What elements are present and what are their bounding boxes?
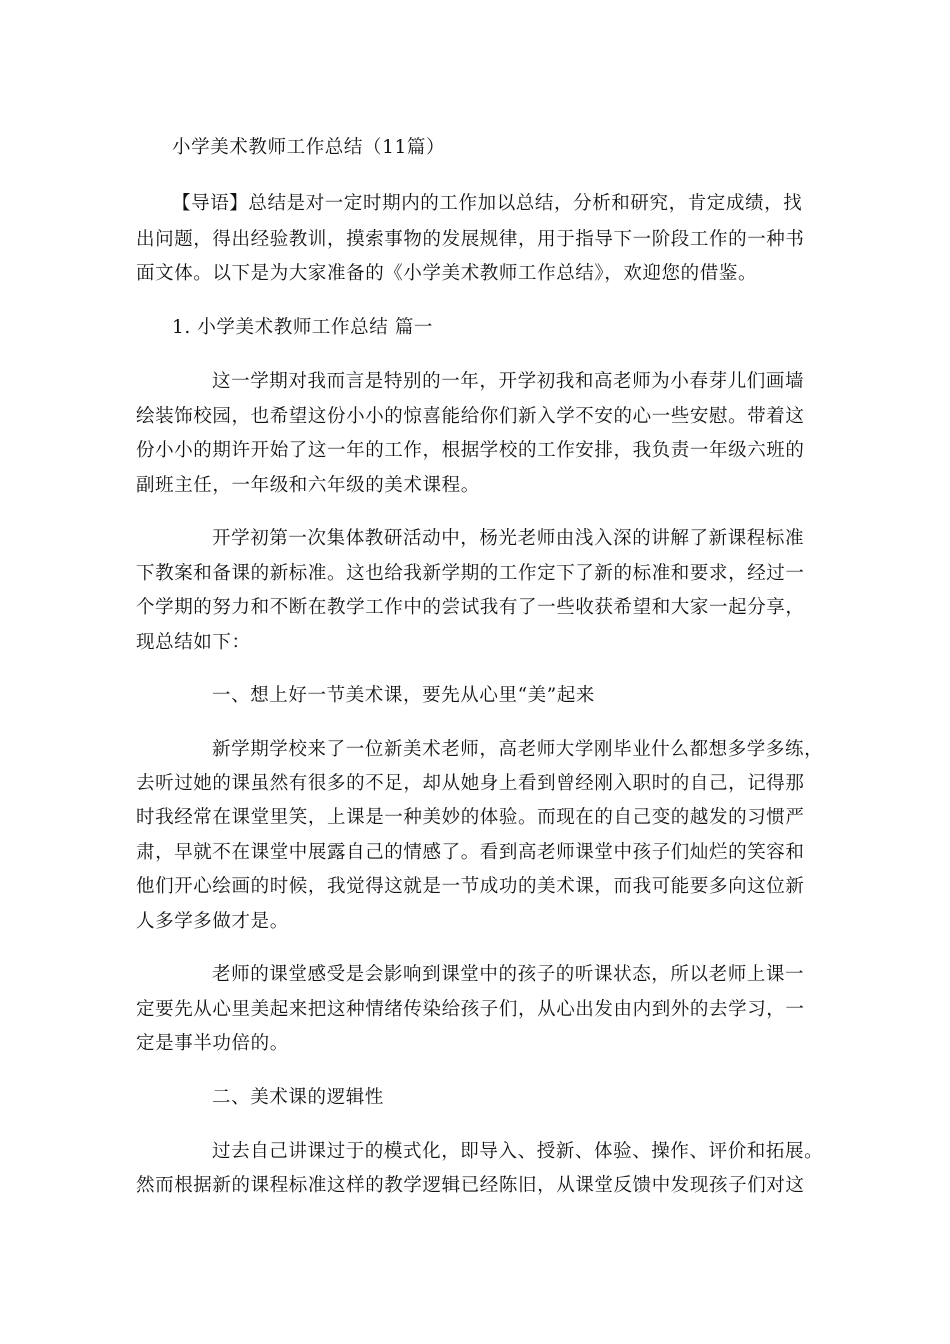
paragraph-line: 新学期学校来了一位新美术老师，高老师大学刚毕业什么都想多学多练， (212, 739, 824, 760)
paragraph-line: 这一学期对我而言是特别的一年，开学初我和高老师为小春芽儿们画墙 (212, 371, 805, 392)
paragraph-line: 现总结如下： (136, 632, 251, 653)
intro-line: 面文体。以下是为大家准备的《小学美术教师工作总结》，欢迎您的借鉴。 (136, 263, 758, 284)
paragraph-line: 开学初第一次集体教研活动中，杨光老师由浅入深的讲解了新课程标准 (212, 528, 805, 549)
section-heading: 1. 小学美术教师工作总结 篇一 (172, 317, 434, 338)
paragraph-line: 份小小的期许开始了这一年的工作，根据学校的工作安排，我负责一年级六班的 (136, 440, 805, 461)
paragraph-line: 老师的课堂感受是会影响到课堂中的孩子的听课状态，所以老师上课一 (212, 964, 805, 985)
intro-line: 出问题，得出经验教训，摸索事物的发展规律，用于指导下一阶段工作的一种书 (136, 229, 805, 250)
paragraph-line: 人多学多做才是。 (136, 911, 289, 932)
paragraph-line: 定要先从心里美起来把这种情绪传染给孩子们，从心出发由内到外的去学习，一 (136, 999, 805, 1020)
paragraph-line: 定是事半功倍的。 (136, 1033, 289, 1054)
paragraph-line: 副班主任，一年级和六年级的美术课程。 (136, 475, 480, 496)
paragraph-line: 他们开心绘画的时候，我觉得这就是一节成功的美术课，而我可能要多向这位新 (136, 876, 805, 897)
paragraph-line: 然而根据新的课程标准这样的教学逻辑已经陈旧，从课堂反馈中发现孩子们对这 (136, 1175, 805, 1196)
intro-line: 【导语】总结是对一定时期内的工作加以总结，分析和研究，肯定成绩，找 (172, 193, 803, 214)
paragraph-line: 过去自己讲课过于的模式化，即导入、授新、体验、操作、评价和拓展。 (212, 1141, 824, 1162)
paragraph-line: 下教案和备课的新标准。这也给我新学期的工作定下了新的标准和要求，经过一 (136, 563, 805, 584)
paragraph-line: 绘装饰校园，也希望这份小小的惊喜能给你们新入学不安的心一些安慰。带着这 (136, 406, 805, 427)
paragraph-line: 时我经常在课堂里笑，上课是一种美妙的体验。而现在的自己变的越发的习惯严 (136, 807, 805, 828)
paragraph-line: 去听过她的课虽然有很多的不足，却从她身上看到曾经刚入职时的自己，记得那 (136, 773, 805, 794)
subheading: 二、美术课的逻辑性 (212, 1087, 384, 1108)
paragraph-line: 肃，早就不在课堂中展露自己的情感了。看到高老师课堂中孩子们灿烂的笑容和 (136, 842, 805, 863)
document-title: 小学美术教师工作总结（11篇） (172, 137, 446, 158)
paragraph-line: 个学期的努力和不断在教学工作中的尝试我有了一些收获希望和大家一起分享， (136, 597, 805, 618)
subheading: 一、想上好一节美术课，要先从心里“美”起来 (212, 685, 596, 706)
